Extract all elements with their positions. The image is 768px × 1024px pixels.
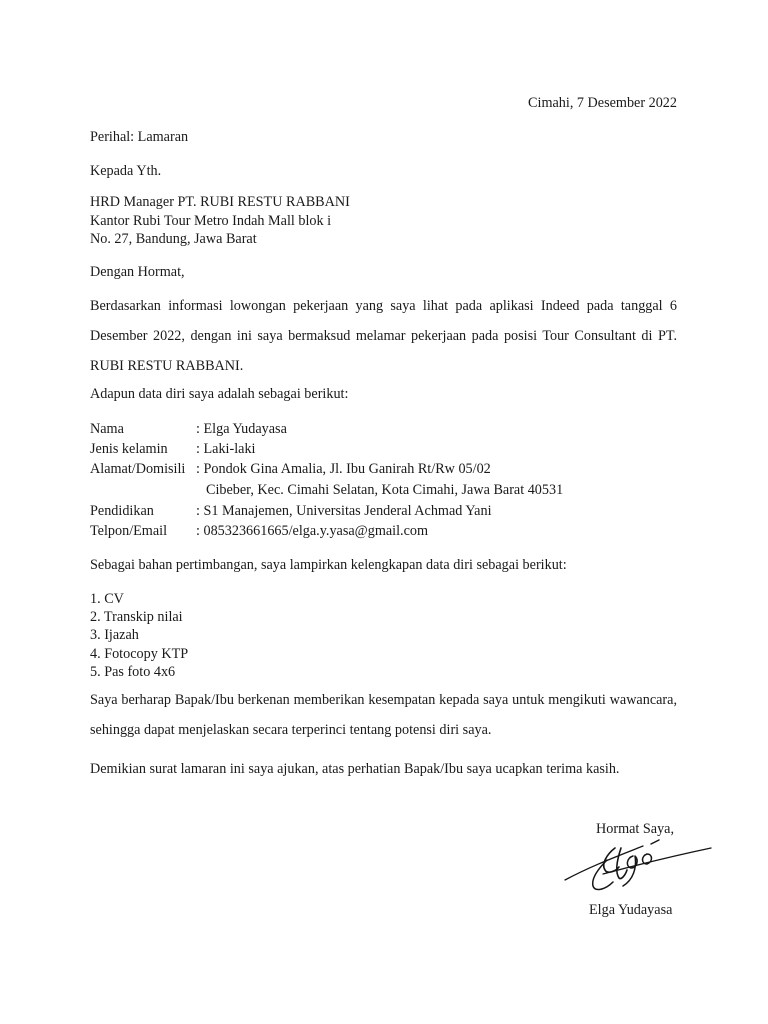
- signature-image: [563, 834, 713, 906]
- recipient-line: HRD Manager PT. RUBI RESTU RABBANI: [90, 194, 350, 210]
- attachment-list: [90, 590, 188, 681]
- attachment-intro: Sebagai bahan pertimbangan, saya lampirkan kelengkapan data diri sebagai berikut:: [90, 557, 567, 573]
- bio-label: Telpon/Email: [90, 523, 168, 539]
- bio-row-gender: [90, 440, 256, 458]
- bio-value: : S1 Manajemen, Universitas Jenderal Achmad Yani: [196, 503, 492, 519]
- attachment-item: 4. Fotocopy KTP: [90, 645, 189, 662]
- hope-paragraph: Saya berharap Bapak/Ibu berkenan memberikan kesempatan kepada saya untuk mengikuti wawancara, sehingga dapat menjelaskan secara terperinci tentang potensi diri saya.: [90, 692, 677, 738]
- bio-row-contact: [90, 522, 428, 540]
- bio-label: Alamat/Domisili: [90, 461, 186, 477]
- attachment-item: 2. Transkip nilai: [90, 609, 183, 626]
- bio-row-name: [90, 420, 287, 438]
- greeting: Dengan Hormat,: [90, 264, 185, 280]
- bio-value: : Pondok Gina Amalia, Jl. Ibu Ganirah Rt/Rw 05/02: [196, 461, 491, 477]
- salutation-to: Kepada Yth.: [90, 163, 162, 179]
- bio-value: : Elga Yudayasa: [196, 421, 287, 437]
- closing-paragraph: Demikian surat lamaran ini saya ajukan, atas perhatian Bapak/Ibu saya ucapkan terima kasih.: [90, 761, 620, 777]
- bio-value: : 085323661665/elga.y.yasa@gmail.com: [196, 523, 429, 539]
- attachment-item: 3. Ijazah: [90, 627, 139, 644]
- recipient-line: No. 27, Bandung, Jawa Barat: [90, 231, 257, 247]
- bio-label: Jenis kelamin: [90, 441, 168, 457]
- attachment-item: 5. Pas foto 4x6: [90, 663, 176, 680]
- intro-paragraph: Berdasarkan informasi lowongan pekerjaan yang saya lihat pada aplikasi Indeed pada tanggal 6 Desember 2022, dengan ini saya bermaksud melamar pekerjaan pada posisi Tour Consultant di PT. RUBI RESTU RABBANI.: [90, 298, 677, 374]
- attachment-item: 1. CV: [90, 591, 124, 607]
- bio-label: Pendidikan: [90, 503, 154, 519]
- signer-name: Elga Yudayasa: [589, 902, 673, 918]
- recipient-block: [90, 193, 350, 249]
- bio-value: : Laki-laki: [196, 441, 256, 457]
- place-date: Cimahi, 7 Desember 2022: [528, 95, 677, 111]
- subject-line: Perihal: Lamaran: [90, 129, 189, 145]
- bio-address-continuation: Cibeber, Kec. Cimahi Selatan, Kota Cimahi, Jawa Barat 40531: [206, 482, 564, 498]
- recipient-line: Kantor Rubi Tour Metro Indah Mall blok i: [90, 212, 332, 229]
- regards: Hormat Saya,: [596, 821, 675, 837]
- bio-row-education: [90, 502, 492, 520]
- bio-row-address: [90, 460, 491, 478]
- bio-label: Nama: [90, 421, 124, 437]
- bio-intro: Adapun data diri saya adalah sebagai berikut:: [90, 386, 349, 402]
